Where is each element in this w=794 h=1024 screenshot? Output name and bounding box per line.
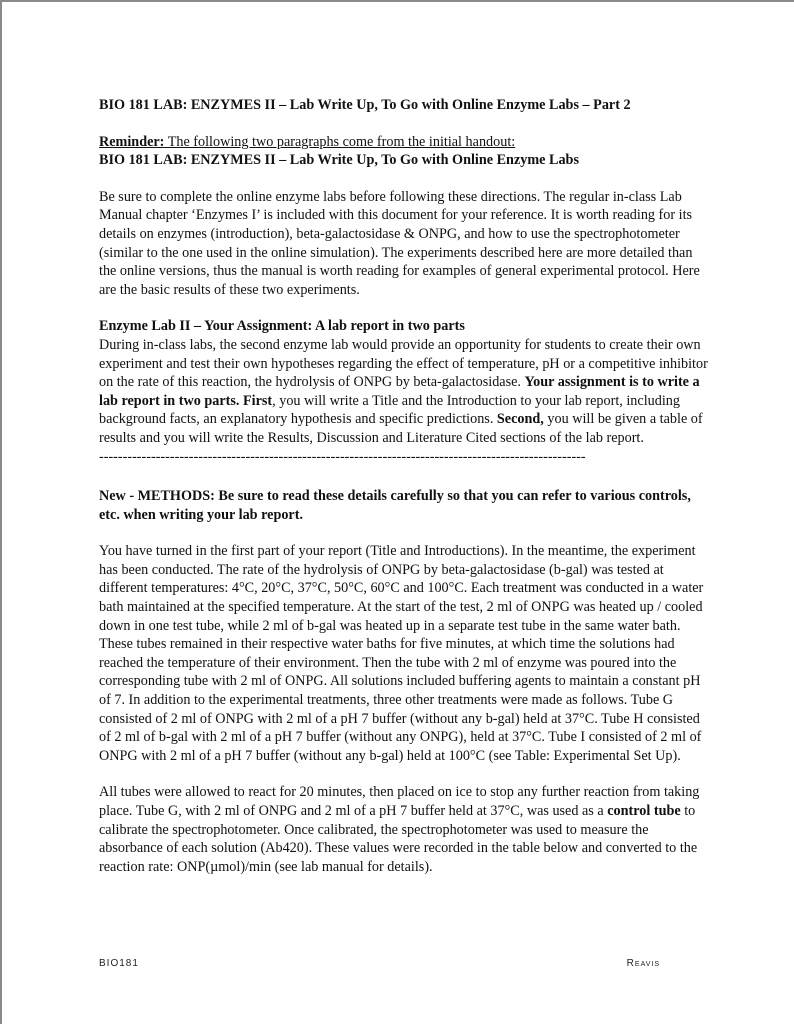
page-border-left bbox=[0, 0, 2, 1024]
assignment-bold-2: Second, bbox=[496, 411, 544, 428]
methods-p2-text-2: to calibrate the spectrophotometer. Once calibrated, the spectrophotometer was used to measure the absorbance of each solution (Ab420). These values were recorded in the table below and converted to the reaction rate: ONP(µmol)/min (see lab manual for details). bbox=[99, 803, 698, 875]
assignment-bold-1: Your assignment is to write a lab report in two parts. First bbox=[99, 374, 700, 409]
reminder-line bbox=[99, 133, 711, 152]
intro-paragraph: Be sure to complete the online enzyme labs before following these directions. The regular in-class Lab Manual chapter ‘Enzymes I’ is included with this document for your reference. It is worth reading for its details on enzymes (introduction), beta-galactosidase & ONPG, and how to use the spectrophotometer (similar to the one used in the online simulation). The experiments described here are more detailed than the online versions, thus the manual is worth reading for examples of general experimental protocol. Here are the basic results of these two experiments. bbox=[99, 188, 700, 298]
reminder-label: Reminder: bbox=[99, 133, 165, 150]
reminder-subtitle: BIO 181 LAB: ENZYMES II – Lab Write Up, To Go with Online Enzyme Labs bbox=[99, 152, 579, 169]
footer-course: BIO181 bbox=[99, 958, 139, 969]
control-tube-term: control tube bbox=[607, 803, 681, 819]
methods-heading: New - METHODS: Be sure to read these details carefully so that you can refer to various controls, etc. when writing your lab report. bbox=[99, 488, 691, 523]
reminder-text: The following two paragraphs come from the initial handout: bbox=[164, 133, 516, 150]
assignment-section bbox=[99, 317, 711, 466]
assignment-text-2: , you will write a Title and the Introduction to your lab report, including background facts, an explanatory hypothesis and specific predictions. bbox=[99, 392, 680, 428]
reminder-block bbox=[99, 133, 711, 170]
section-divider: ------------------------------------------------------------------------------------------------------- bbox=[99, 448, 586, 465]
methods-paragraph-2 bbox=[99, 783, 711, 876]
assignment-text-3: you will be given a table of results and you will write the Results, Discussion and Literature Cited sections of the lab report. bbox=[99, 411, 703, 446]
methods-paragraph-1: You have turned in the first part of your report (Title and Introductions). In the meantime, the experiment has been conducted. The rate of the hydrolysis of ONPG by beta-galactosidase (b-gal) was tested at different temperatures: 4°C, 20°C, 37°C, 50°C, 60°C and 100°C. Each treatment was conducted in a water bath maintained at the specified temperature. At the start of the test, 2 ml of ONPG was heated up / cooled down in one test tube, while 2 ml of b-gal was heated up in a separate test tube in the same water bath. These tubes remained in their respective water baths for five minutes, at which time the solutions had reached the temperature of their environment. Then the tube with 2 ml of enzyme was poured into the corresponding tube with 2 ml of ONPG. All solutions included buffering agents to maintain a constant pH of 7. In addition to the experimental treatments, three other treatments were made as follows. Tube G consisted of 2 ml of ONPG with 2 ml of a pH 7 buffer (without any b-gal) held at 37°C. Tube H consisted of 2 ml of b-gal with 2 ml of a pH 7 buffer (without any ONPG), held at 37°C. Tube I consisted of 2 ml of ONPG with 2 ml of a pH 7 buffer (without any b-gal) held at 100°C (see Table: Experimental Set Up). bbox=[99, 543, 704, 764]
methods-p2-text-1: All tubes were allowed to react for 20 minutes, then placed on ice to stop any further reaction from taking place. Tube G, with 2 ml of ONPG and 2 ml of a pH 7 buffer held at 37°C, was used as a bbox=[99, 784, 700, 819]
document-title: BIO 181 LAB: ENZYMES II – Lab Write Up, To Go with Online Enzyme Labs – Part 2 bbox=[99, 97, 631, 113]
assignment-heading: Enzyme Lab II – Your Assignment: A lab report in two parts bbox=[99, 318, 465, 335]
page-border-top bbox=[0, 0, 794, 2]
assignment-text-1: During in-class labs, the second enzyme lab would provide an opportunity for students to create their own experiment and test their own hypotheses regarding the effect of temperature, pH or a competitive inhibitor on the rate of this reaction, the hydrolysis of ONPG by beta-galactosidase. bbox=[99, 336, 708, 391]
footer-author: Reavis bbox=[626, 958, 660, 969]
assignment-paragraph bbox=[99, 336, 711, 448]
document-page bbox=[99, 96, 711, 876]
methods-section bbox=[99, 487, 711, 876]
